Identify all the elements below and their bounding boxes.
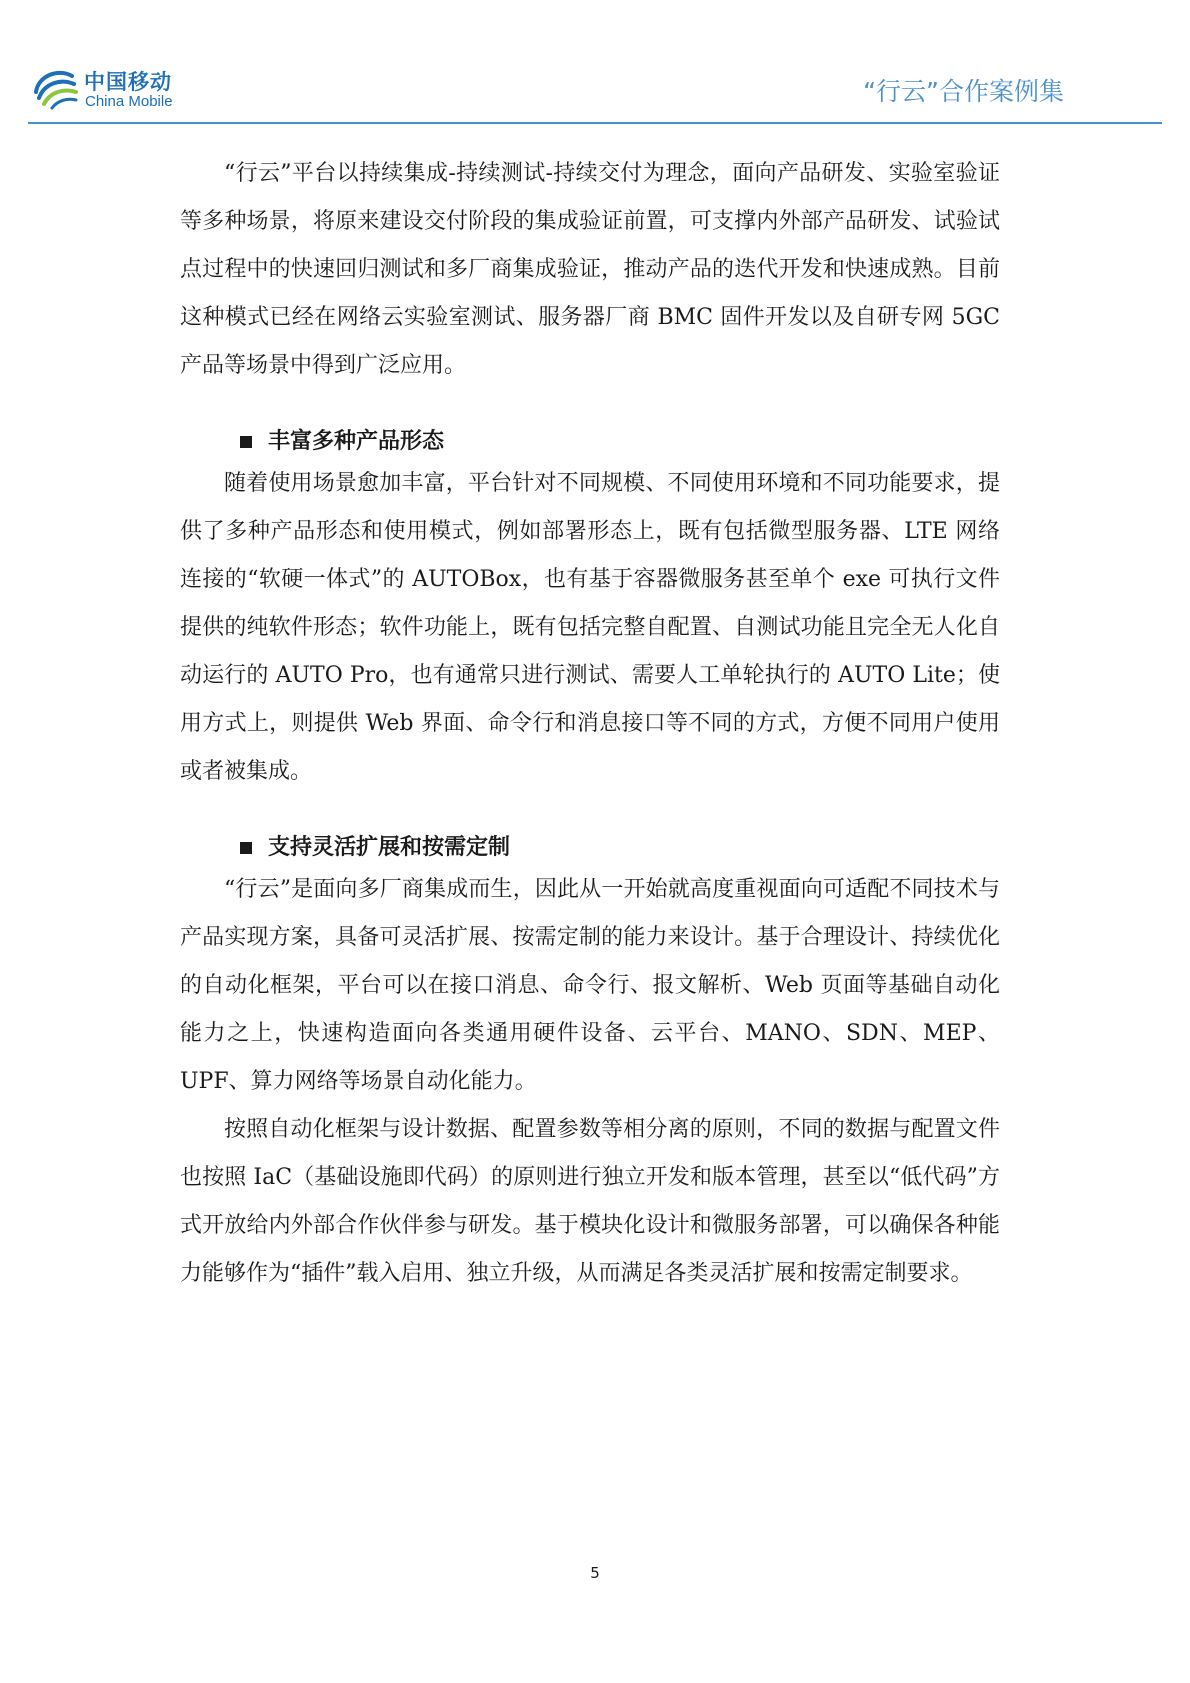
section-heading-extension (180, 830, 1000, 866)
section-heading-text: 支持灵活扩展和按需定制 (268, 835, 511, 860)
china-mobile-logo (30, 62, 190, 114)
page-content (180, 150, 1000, 1298)
intro-paragraph: “行云”平台以持续集成-持续测试-持续交付为理念，面向产品研发、实验室验证等多种场景，将原来建设交付阶段的集成验证前置，可支撑内外部产品研发、试验试点过程中的快速回归测试和多厂商集成验证，推动产品的迭代开发和快速成熟。目前这种模式已经在网络云实验室测试、服务器厂商 BMC 固件开发以及自研专网 5GC 产品等场景中得到广泛应用。 (180, 161, 1000, 378)
section1-paragraph: 随着使用场景愈加丰富，平台针对不同规模、不同使用环境和不同功能要求，提供了多种产品形态和使用模式，例如部署形态上，既有包括微型服务器、LTE 网络连接的“软硬一体式”的 AUTOBox，也有基于容器微服务甚至单个 exe 可执行文件提供的纯软件形态；软件功能上，既有包括完整自配置、自测试功能且完全无人化自动运行的 AUTO Pro，也有通常只进行测试、需要人工单轮执行的 AUTO Lite；使用方式上，则提供 Web 界面、命令行和消息接口等不同的方式，方便不同用户使用或者被集成。 (180, 471, 1000, 784)
logo-text-cn: 中国移动 (84, 70, 172, 94)
section2-paragraph-2: 按照自动化框架与设计数据、配置参数等相分离的原则，不同的数据与配置文件也按照 IaC（基础设施即代码）的原则进行独立开发和版本管理，甚至以“低代码”方式开放给内外部合作伙伴参与研发。基于模块化设计和微服务部署，可以确保各种能力能够作为“插件”载入启用、独立升级，从而满足各类灵活扩展和按需定制要求。 (180, 1117, 1000, 1286)
section-heading-product-forms (180, 424, 1000, 460)
logo-text-en: China Mobile (85, 93, 173, 110)
document-title: “行云”合作案例集 (863, 77, 1064, 106)
page-header (0, 0, 1190, 125)
header-divider (28, 122, 1162, 124)
page-number: 5 (590, 1564, 600, 1582)
section2-paragraph-1: “行云”是面向多厂商集成而生，因此从一开始就高度重视面向可适配不同技术与产品实现方案，具备可灵活扩展、按需定制的能力来设计。基于合理设计、持续优化的自动化框架，平台可以在接口消息、命令行、报文解析、Web 页面等基础自动化能力之上，快速构造面向各类通用硬件设备、云平台、MANO、SDN、MEP、UPF、算力网络等场景自动化能力。 (180, 877, 1000, 1094)
china-mobile-swirl-icon (30, 62, 80, 112)
section-heading-text: 丰富多种产品形态 (268, 429, 445, 454)
square-bullet-icon (240, 436, 252, 448)
square-bullet-icon (240, 842, 252, 854)
